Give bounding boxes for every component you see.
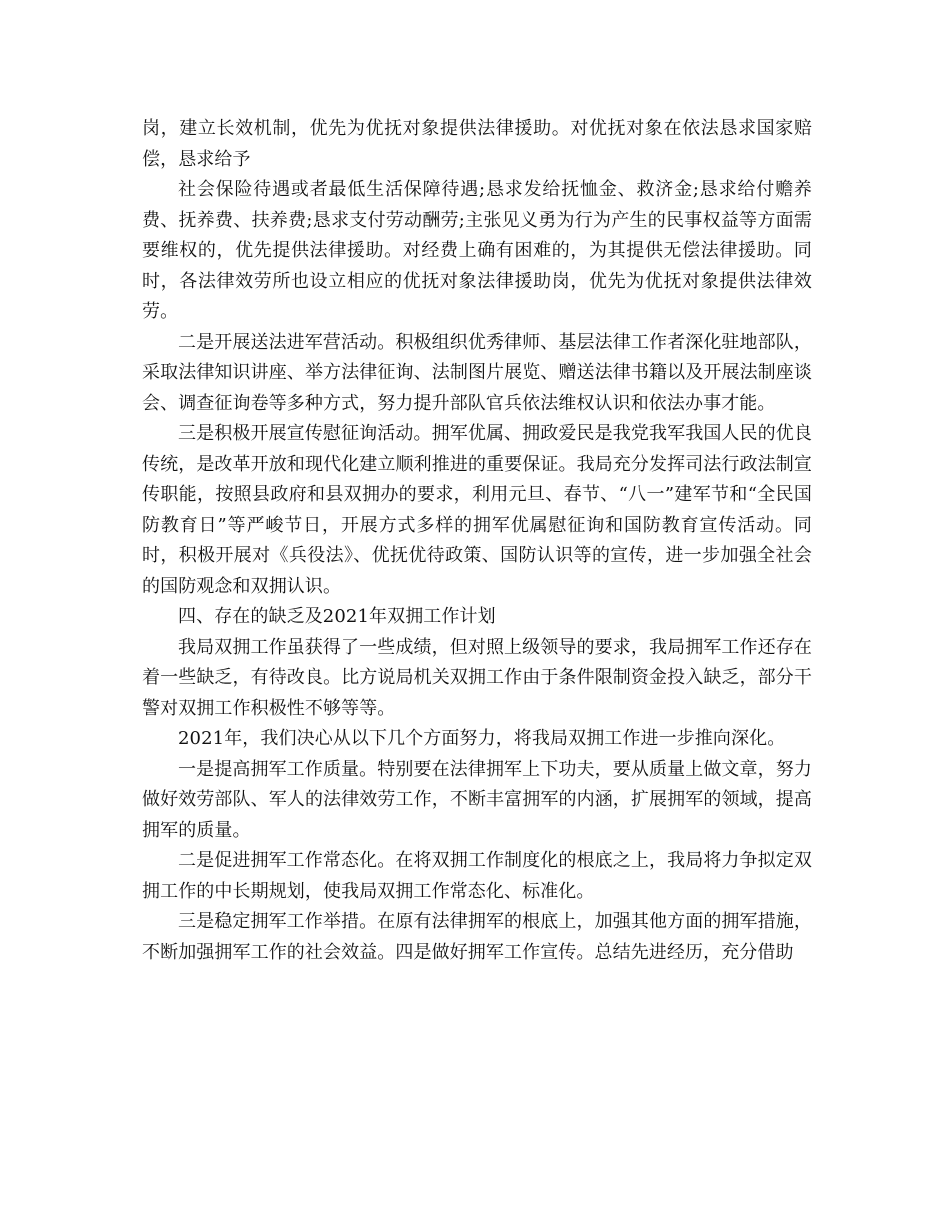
- document-page: [142, 0, 812, 1230]
- document-body: [142, 114, 812, 968]
- paragraph-8: 一是提高拥军工作质量。特别要在法律拥军上下功夫，要从质量上做文章，努力做好效劳部队、军人的法律效劳工作，不断丰富拥军的内涵，扩展拥军的领域，提高拥军的质量。: [142, 758, 812, 841]
- paragraph-4: 三是积极开展宣传慰征询活动。拥军优属、拥政爱民是我党我军我国人民的优良传统，是改革开放和现代化建立顺利推进的重要保证。我局充分发挥司法行政法制宣传职能，按照县政府和县双拥办的要求，利用元旦、春节、“八一”建军节和“全民国防教育日”等严峻节日，开展方式多样的拥军优属慰征询和国防教育宣传活动。同时，积极开展对《兵役法》、优抚优待政策、国防认识等的宣传，进一步加强全社会的国防观念和双拥认识。: [142, 423, 812, 597]
- paragraph-2: 社会保险待遇或者最低生活保障待遇;恳求发给抚恤金、救济金;恳求给付赡养费、抚养费、扶养费;恳求支付劳动酬劳;主张见义勇为行为产生的民事权益等方面需要维权的，优先提供法律援助。对经费上确有困难的，为其提供无偿法律援助。同时，各法律效劳所也设立相应的优抚对象法律援助岗，优先为优抚对象提供法律效劳。: [142, 179, 812, 322]
- paragraph-9: 二是促进拥军工作常态化。在将双拥工作制度化的根底之上，我局将力争拟定双拥工作的中长期规划，使我局双拥工作常态化、标准化。: [142, 850, 812, 902]
- paragraph-1: 岗，建立长效机制，优先为优抚对象提供法律援助。对优抚对象在依法恳求国家赔偿，恳求给予: [142, 118, 812, 170]
- section-heading: 四、存在的缺乏及2021年双拥工作计划: [178, 606, 496, 627]
- paragraph-3: 二是开展送法进军营活动。积极组织优秀律师、基层法律工作者深化驻地部队，采取法律知识讲座、举方法律征询、法制图片展览、赠送法律书籍以及开展法制座谈会、调查征询卷等多种方式，努力提升部队官兵依法维权认识和依法办事才能。: [142, 331, 812, 414]
- paragraph-6: 我局双拥工作虽获得了一些成绩，但对照上级领导的要求，我局拥军工作还存在着一些缺乏，有待改良。比方说局机关双拥工作由于条件限制资金投入缺乏，部分干警对双拥工作积极性不够等等。: [142, 636, 812, 719]
- paragraph-10: 三是稳定拥军工作举措。在原有法律拥军的根底上，加强其他方面的拥军措施，不断加强拥军工作的社会效益。四是做好拥军工作宣传。总结先进经历，充分借助: [142, 911, 812, 963]
- paragraph-7: 2021年，我们决心从以下几个方面努力，将我局双拥工作进一步推向深化。: [178, 728, 786, 749]
